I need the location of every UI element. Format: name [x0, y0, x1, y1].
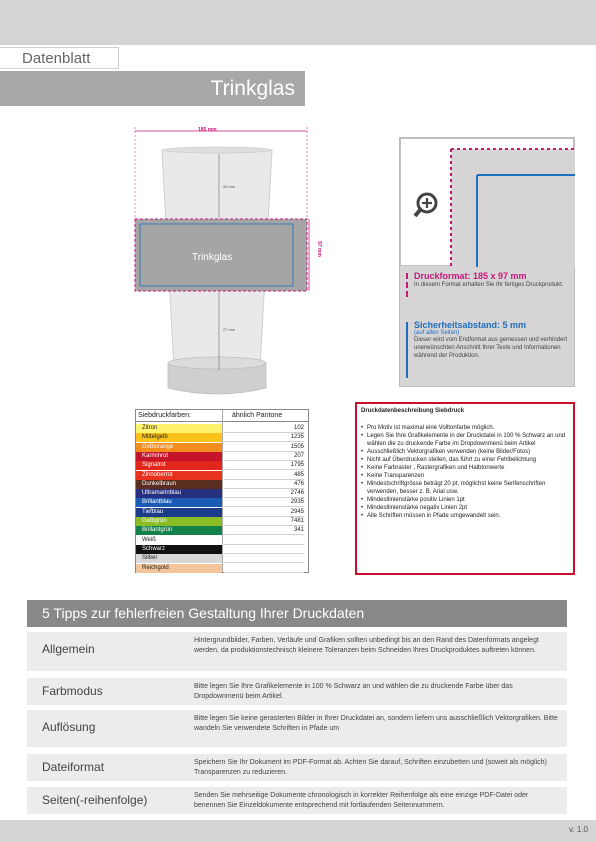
footer: [0, 820, 596, 842]
pantone-value: 7481: [224, 517, 304, 526]
pantone-value: 102: [224, 424, 304, 433]
color-row: [136, 489, 308, 498]
color-name: Schwarz: [136, 545, 222, 554]
description-item: • Keine Transparenzen: [361, 472, 569, 480]
description-item: • Ausschließlich Vektorgrafiken verwenden (keine Bilder/Fotos): [361, 448, 569, 456]
color-row: [136, 545, 308, 554]
description-item: • Mindestlinienstärke positiv Linien 1pt: [361, 496, 569, 504]
print-format-description: In diesem Format erhalten Sie Ihr fertiges Druckprodukt.: [414, 282, 564, 288]
tip-label: Dateiformat: [42, 760, 105, 774]
color-name: Signalrot: [136, 461, 222, 470]
color-table: [135, 409, 309, 573]
title-bar: [0, 71, 305, 106]
page-title: Trinkglas: [210, 77, 295, 100]
tip-label: Allgemein: [42, 642, 95, 656]
color-row: [136, 471, 308, 480]
print-format-block: [406, 271, 571, 289]
tip-label: Farbmodus: [42, 684, 103, 698]
print-format-title: Druckformat: 185 x 97 mm: [414, 271, 527, 281]
description-item: • Nicht auf Überdrucken stellen, das führt zu einer Fehlbelichtung: [361, 456, 569, 464]
tip-row: [27, 787, 567, 814]
color-row: [136, 498, 308, 507]
safety-margin-block: [406, 320, 571, 360]
pantone-value: 207: [224, 452, 304, 461]
pantone-value: [224, 536, 304, 545]
color-name: Karminrot: [136, 452, 222, 461]
print-area-label: Trinkglas: [192, 252, 233, 263]
color-name: Dunkelbraun: [136, 480, 222, 489]
pantone-value: 341: [224, 526, 304, 535]
color-name: Weiß: [136, 536, 222, 545]
zoom-detail: [400, 138, 574, 266]
color-name: Mittelgelb: [136, 433, 222, 442]
version-label: v. 1.0: [569, 825, 588, 834]
description-item: • Pro Motiv ist maximal eine Volltonfarbe möglich.: [361, 424, 569, 432]
pantone-value: 2746: [224, 489, 304, 498]
glass-illustration: [118, 118, 338, 408]
color-table-header-pantone: ähnlich Pantone: [232, 412, 283, 419]
color-row: [136, 508, 308, 517]
pantone-value: 2935: [224, 498, 304, 507]
color-row: [136, 461, 308, 470]
tip-row: [27, 632, 567, 671]
color-row: [136, 536, 308, 545]
tip-text: Bitte legen Sie keine gerasterten Bilder in Ihrer Druckdatei an, sondern liefern uns ausschließlich Vektorgrafiken. Bitte wandeln Sie verwendete Schriften in Pfade um: [194, 715, 558, 732]
color-row: [136, 564, 308, 573]
safety-margin-subtitle: (auf allen Seiten): [414, 330, 460, 336]
safety-line-marker: [406, 322, 408, 378]
bottom-offset-label: 27 mm: [223, 327, 236, 332]
tip-label: Auflösung: [42, 720, 96, 734]
color-name: Tiefblau: [136, 508, 222, 517]
print-data-description: [355, 402, 575, 575]
tip-row: [27, 754, 567, 781]
pantone-value: 485: [224, 471, 304, 480]
color-row: [136, 433, 308, 442]
color-name: Silber: [136, 554, 222, 563]
pantone-value: [224, 545, 304, 554]
description-item: • Alle Schriften müssen in Pfade umgewandelt sein.: [361, 512, 569, 520]
pantone-value: [224, 554, 304, 563]
tip-label: Seiten(-reihenfolge): [42, 793, 148, 807]
color-name: Brillantblau: [136, 498, 222, 507]
tip-row: [27, 710, 567, 747]
color-name: Zinnoberrot: [136, 471, 222, 480]
tip-text: Senden Sie mehrseitige Dokumente chronologisch in korrekter Reihenfolge als eine einzige PDF-Datei oder benennen Sie Einzeldokumente entsprechend mit fortlaufenden Seitennummern.: [194, 792, 529, 809]
color-row: [136, 480, 308, 489]
color-name: Zitron: [136, 424, 222, 433]
color-name: Reichgold: [136, 564, 222, 573]
color-row: [136, 452, 308, 461]
color-row: [136, 424, 308, 433]
color-name: Gelbgrün: [136, 517, 222, 526]
pantone-value: 1235: [224, 433, 304, 442]
color-row: [136, 517, 308, 526]
tip-text: Speichern Sie Ihr Dokument im PDF-Format ab. Achten Sie darauf, Schriften einzubetten und (soweit als möglich) Transparenzen zu reduzieren.: [194, 759, 547, 776]
color-name: Ultramarinblau: [136, 489, 222, 498]
description-title: Druckdatenbeschreibung Siebdruck: [361, 408, 465, 414]
description-item: • Mindestschriftgrösse beträgt 20 pt, möglichst keine Serifenschriften verwenden, besser z. B. Arial usw.: [361, 480, 569, 496]
pantone-value: [224, 564, 304, 573]
width-dimension-label: 185 mm: [198, 127, 217, 133]
color-row: [136, 443, 308, 452]
color-name: Brillantgrün: [136, 526, 222, 535]
tip-row: [27, 678, 567, 705]
zoom-icon: [412, 190, 442, 220]
pantone-value: 1505: [224, 443, 304, 452]
tip-text: Bitte legen Sie Ihre Grafikelemente in 100 % Schwarz an und wählen die zu druckende Farbe über das Dropdownmenü beim Artikel.: [194, 683, 513, 700]
description-item: • Legen Sie Ihre Grafikelemente in der Druckdatei in 100 % Schwarz an und wählen die zu druckende Farbe im Dropdownmenü beim Artikel: [361, 432, 569, 448]
color-name: Gelborange: [136, 443, 222, 452]
trim-line-marker: [406, 273, 408, 297]
top-offset-label: 26 mm: [223, 184, 236, 189]
color-row: [136, 554, 308, 563]
pantone-value: 2945: [224, 508, 304, 517]
safety-margin-description: Dieser wird vom Endformat aus gemessen und verhindert unerwünschten Anschnitt Ihrer Texte und Informationen während der Produktion.: [414, 337, 568, 359]
description-item: • Keine Farbraster , Rastergrafiken und Halbtonwerte: [361, 464, 569, 472]
color-table-header-colors: Siebdruckfarben:: [138, 412, 191, 419]
format-info-panel: [399, 137, 575, 387]
tip-text: Hintergrundbilder, Farben, Verläufe und Grafiken sollten unbedingt bis an den Rand des Datenformats angelegt werden, da produktionstechnisch kleinere Toleranzen beim Schneiden Ihres Druckproduktes auftreten können.: [194, 637, 539, 654]
pantone-value: 1795: [224, 461, 304, 470]
height-dimension-label: 97 mm: [315, 241, 322, 257]
pantone-value: 476: [224, 480, 304, 489]
document-type-badge: Datenblatt: [0, 47, 119, 69]
description-item: • Mindestlinienstärke negativ Linien 2pt: [361, 504, 569, 512]
tips-header: [27, 600, 567, 627]
header-band: [0, 0, 596, 45]
tips-title: 5 Tipps zur fehlerfreien Gestaltung Ihrer Druckdaten: [42, 605, 365, 621]
color-row: [136, 526, 308, 535]
safety-margin-title: Sicherheitsabstand: 5 mm: [414, 320, 527, 330]
